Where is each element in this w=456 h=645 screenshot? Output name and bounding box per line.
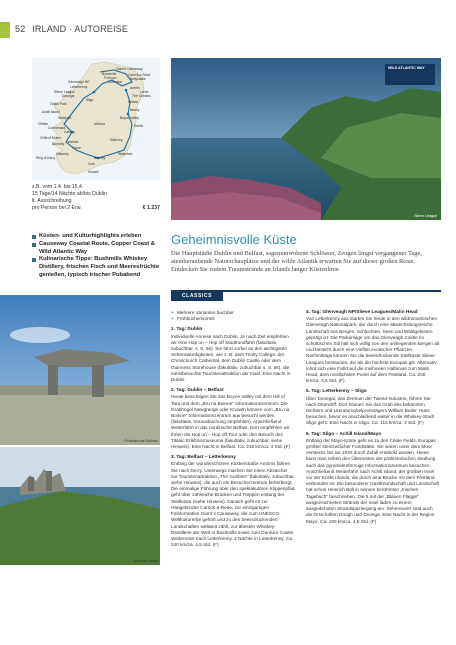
- day-block: [171, 327, 295, 383]
- day-text: Heute besichtigen Sie das Boyne Valley mit dem Hill of Tara und dem „Bru na Boinne" Informationszentrum. Die Grabhügel Newgrange oder Knowth können vom „Bru na Boinne" Informationszentrum aus besucht werden (fakultativ, Vorausbuchung empfohlen). Anschließend Weiterfahrt in das nordirische Belfast. Dort empfehlen wir Ihnen die Hop on – Hop off Tour oder den Besuch des Titanic Erlebnismuseums (fakultativ, zubuchbar, siehe Hinweis). Eine Nacht in Belfast. Ca. 215 km/ca. 4 Std. (F): [171, 394, 291, 450]
- day-text: Entlang der wunderschönen Küstenstraße Antrims fahren Sie nach Derry. Unterwegs machen Sie einen Abstecher zur Touristenattraktion „The Gobbins" (fakultativ, zubuchbar, siehe Hinweis), die auch ein Besucherzentrum beherbergt. Die einmalige Führung über den spektakulären Klippenpfad geht über zahlreiche Brücken und Treppen entlang der Steilküste (siehe Hinweis). Danach geht es zur Hängebrücke Carrick-a-Rede, zur einzigartigen Felsformation Giant´s Causeway, die zum UNESCO-Weltkulturerbe gehört und zu den beeindruckenden Landschaften weltweit zählt, zur ältesten Whiskey-Destillerie der Welt in Bushmills sowie zum Dunluce Castle. Weiterreise nach Letterkenny. 2 Nächte in Letterkenny. Ca. 240 km/ca. 4,5 Std. (F): [171, 461, 295, 548]
- price-note: lt. Ausschreibung: [32, 198, 72, 204]
- map-label: Achill Island: [42, 110, 60, 114]
- day-block: [171, 455, 295, 548]
- map-label: Blarney: [94, 156, 106, 160]
- map-label: Adare: [72, 146, 81, 150]
- price-amount: € 1.237: [142, 205, 160, 211]
- hero-photo-slieve-league: [171, 58, 441, 220]
- day-title: 4. Tag: Glenveagh NP/Slieve Leagues/Malin Head: [306, 310, 418, 315]
- photo1-caption: Poulnabrone Dolmen: [124, 439, 158, 443]
- day-title: 2. Tag: Dublin – Belfast: [171, 388, 224, 394]
- page-header: [15, 24, 128, 34]
- map-label: Carrick-a-Rede: [128, 73, 151, 77]
- day-block: [171, 388, 295, 450]
- map-label: Letterkenny: [70, 85, 88, 89]
- map-label: Athlone: [94, 122, 106, 126]
- feature-item: Kulinarische Tipps: Bushmills Whiskey Distillery, frischen Fisch und Meeresfrüchte genießen, typisch irischer Pubabend: [32, 256, 162, 279]
- map-label: Killarney: [56, 152, 69, 156]
- feature-list: [32, 233, 162, 280]
- wild-atlantic-way-logo: WILD ATLANTIC WAY: [385, 64, 435, 85]
- bullet-item: + Mehrere Varianten buchbar: [171, 310, 295, 316]
- map-label: Ödale Park: [50, 102, 67, 106]
- day-title: 6. Tag: Sligo – Achill Island/Mayo: [306, 431, 382, 437]
- map-label: Galway: [64, 130, 75, 134]
- feature-item: Causeway Coastal Route, Copper Coast & Wild Atlantic Way: [32, 241, 162, 257]
- map-label: Donegal: [62, 94, 75, 98]
- map-label: Kinsale: [88, 170, 99, 174]
- day-text: Über Donegal, das Zentrum der Tweed-Industrie, fahren Sie nach Drumcliff. Dort können Sie das Grab des bekannten Dichters und Literaturnobelpreisträgers William Butler Yeats besuchen, bevor es anschließend weiter in die Whiskey-Stadt Sligo geht. Eine Nacht in Sligo. Ca. 115 km/ca. 2 Std. (F): [306, 395, 434, 426]
- day-text: Entlang der Mayo-Küste geht es zu den Céide Fields, Europas größter steinzeitlicher Fundstätte. Sie waren unter dem Moor versteckt, bis sie 1930 durch Zufall entdeckt wurden. Heute kann man neben den Überresten der prähistorischen Siedlung auch das pyramidenförmige Informationszentrum besuchen. Anschließend Weiterfahrt nach Achill Island, der größten Insel vor der Küste Irlands, die durch eine Brücke mit dem Festland verbunden ist. Die besonderer Gastfreundschaft und Landschaft hat schon Heinrich Böll in seinem berühmten „Irischen Tagebuch" beschrieben. Die 5 mit der „Blauen Flagge" ausgezeichneten Strände der Insel laden zu einem ausgedehnten Strandspaziergang ein. Sehenswert sind auch die Ortschaften Doogh und Dooega. Eine Nacht in der Region Mayo. Ca. 190 km/ca. 4,5 Std. (F): [306, 437, 440, 524]
- map-label: Boyne Valley: [120, 116, 139, 120]
- section-intro: Die Hauptstädte Dublin und Belfast, sagenumwobene Schlösser, Zeugen längst vergangener Tage, atemberaubende Naturschauplätze und der wilde Atlantik erwarten Sie auf dieser großen Reise. Entdecken Sie zudem Traumstrände an Irlands langer Küstenlinie.: [171, 250, 422, 274]
- map-label: Sligo: [86, 98, 94, 102]
- map-label: Antrim: [130, 86, 140, 90]
- price-box: [32, 184, 160, 212]
- day-title: 5. Tag: Letterkenny – Sligo: [306, 389, 367, 395]
- map-label: Clifden: [38, 122, 49, 126]
- map-label: Kilkenny: [110, 138, 123, 142]
- map-label: Ring of Kerry: [36, 156, 56, 160]
- day-block: [306, 389, 440, 426]
- route-map: [32, 58, 160, 180]
- map-label: Connemara: [48, 126, 66, 130]
- price-basis: pro Person bei 2 Erw.: [32, 205, 82, 211]
- photo2-caption: Dunluce Castle: [133, 559, 158, 563]
- day-text: Individuelle Anreise nach Dublin. Je nach Zeit empfehlen wir eine Hop on – Hop off Stadtrundfahrt (fakultativ, zubuchbar, s. S. 56). Sie führt vorbei an den wichtigsten Sehenswürdigkeiten, wie z. B. dem Trinity College, der Christchurch Cathedral, dem Dublin Castle oder dem Guinness Storehouse (fakultativ, zubuchbar s. S. 56), die meistbesuchte Touristenattraktion der Insel. Eine Nacht in Dublin.: [171, 333, 291, 383]
- price-duration: 15 Tage/14 Nächte ab/bis Dublin: [32, 191, 107, 197]
- map-label: Ballycastle: [130, 77, 146, 81]
- hero-caption: Slieve League: [414, 214, 437, 218]
- map-label: Slieve League: [54, 90, 75, 94]
- day-title: 1. Tag: Dublin: [171, 327, 203, 333]
- route-stop: [125, 89, 128, 92]
- map-label: Limerick: [66, 140, 79, 144]
- map-label: Glenveagh NP: [68, 80, 90, 84]
- section-title: Geheimnisvolle Küste: [171, 232, 297, 247]
- route-stop: [127, 113, 130, 116]
- map-label: The Gobbins: [132, 94, 151, 98]
- bullet-item: + Frühbucherivorteil: [171, 316, 295, 322]
- map-label: Dublin: [134, 124, 144, 128]
- classics-tag: CLASSICS: [171, 292, 223, 301]
- map-label: Westport: [58, 116, 72, 120]
- feature-item: Küsten- und Kulturhighlights erleben: [32, 233, 162, 241]
- map-label: Cork: [88, 162, 95, 166]
- map-label: Coleraine: [108, 80, 123, 84]
- map-label: Giant's Causeway: [116, 67, 143, 71]
- header-accent-tab: [0, 22, 10, 38]
- itinerary-column-2: [306, 310, 440, 525]
- map-label: Cliffs of Moher: [40, 136, 62, 140]
- map-label: Portrush: [104, 76, 117, 80]
- route-stop: [93, 91, 96, 94]
- dolmen-image: [0, 295, 160, 445]
- photo-dunluce-castle: [0, 447, 160, 565]
- map-label: Newry: [130, 108, 140, 112]
- map-label: Bushmills: [102, 72, 117, 76]
- map-label: Waterford: [118, 152, 133, 156]
- day-block: [306, 432, 440, 525]
- photo-poulnabrone-dolmen: [0, 295, 160, 445]
- section-name: IRLAND · AUTOREISE: [32, 24, 129, 34]
- day-block: [306, 310, 440, 384]
- map-label: Larne: [140, 90, 149, 94]
- castle-image: [0, 447, 160, 565]
- map-label: Belfast: [128, 100, 139, 104]
- day-text: Von Letterkenny aus starten Sie heute in den wildromantischen Glenveagh Nationalpark, der durch eine abwechslungsreiche Landschaft aus Bergen, Schluchten, Seen und Waldgebieten geprägt ist. Die Parkanlage um das Glenveagh Castle im schottischen Stil hält sich völlig von den umliegenden Bergen ab und besticht durch eine Vielfalt exotischer Pflanzen. Nachmittags können Sie die beeindruckende Steilküste Slieve Leagues bestaunen, die als die höchste Europas gilt. Alternativ lohnt sich eine Fahrt auf die Inishowen Halbinsel zum Malin Head, dem nördlichsten Punkt auf dem Festland. Ca. 200 km/ca. 4,5 Std. (F): [306, 316, 440, 384]
- itinerary-column-1: [171, 310, 295, 548]
- page-number: 52: [15, 24, 26, 34]
- map-label: Bunratty: [52, 142, 65, 146]
- day-title: 3. Tag: Belfast – Letterkenny: [171, 455, 236, 461]
- price-date: z.B. vom 1.4. bis 15.4.: [32, 184, 84, 190]
- price-row: [32, 205, 160, 212]
